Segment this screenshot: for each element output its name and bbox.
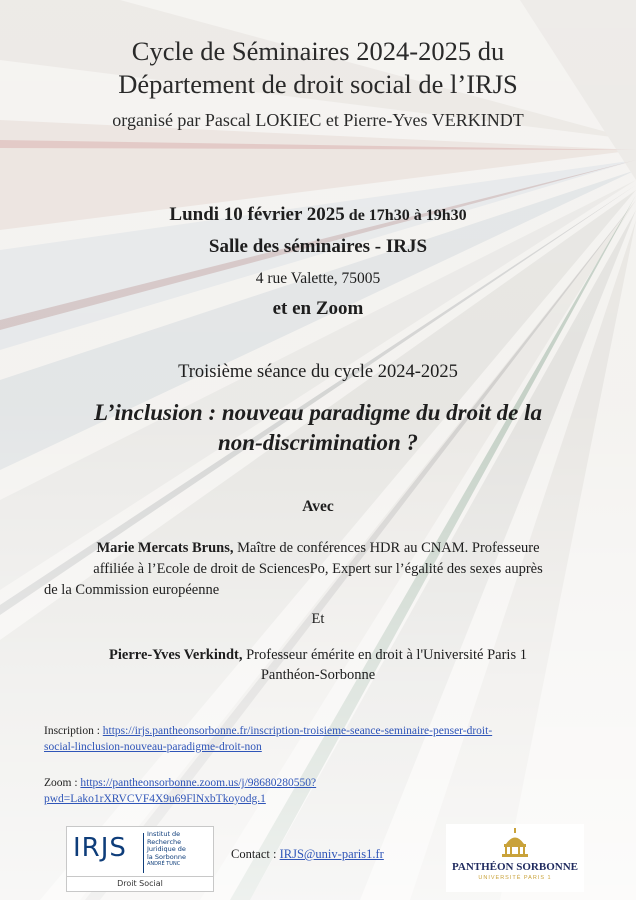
irjs-logo	[66, 826, 214, 892]
zoom-label: Zoom :	[44, 777, 81, 789]
irjs-caption-3: Juridique de	[147, 845, 186, 854]
pantheon-dome-icon	[495, 828, 535, 858]
event-venue: Salle des séminaires - IRJS	[208, 236, 428, 257]
contact-label: Contact :	[231, 847, 280, 861]
zoom-link-cont[interactable]: pwd=Lako1rXRVCVF4X9u69FlNxbTkoyodg.1	[44, 793, 266, 805]
event-date: Lundi 10 février 2025	[169, 204, 345, 225]
irjs-logo-divider	[143, 833, 144, 873]
inscription-line	[44, 723, 604, 755]
contact-email-link[interactable]: IRJS@univ-paris1.fr	[279, 847, 384, 861]
zoom-link[interactable]: https://pantheonsorbonne.zoom.us/j/98680280550?	[80, 777, 317, 789]
with-heading: Avec	[302, 498, 334, 515]
irjs-caption-1: Institut de	[147, 830, 181, 838]
pantheon-sorbonne-name: PANTHÉON SORBONNE	[451, 861, 578, 873]
irjs-logo-letters: IRJS	[73, 833, 127, 863]
irjs-caption-4: la Sorbonne	[147, 852, 186, 861]
and-separator: Et	[311, 611, 325, 627]
speaker-2-desc-1: Professeur émérite en droit à l'Université Paris 1	[242, 647, 527, 663]
event-datetime	[0, 204, 636, 226]
inscription-label: Inscription :	[44, 725, 103, 737]
inscription-link-cont[interactable]: social-linclusion-nouveau-paradigme-droit-non	[44, 741, 262, 753]
speaker-2-line-1	[0, 647, 636, 664]
pantheon-sorbonne-logo	[446, 824, 584, 892]
speaker-2-line-2: Panthéon-Sorbonne	[260, 667, 376, 683]
pantheon-sorbonne-sub: UNIVERSITÉ PARIS 1	[478, 875, 552, 881]
organizers: organisé par Pascal LOKIEC et Pierre-Yves VERKINDT	[112, 110, 524, 130]
irjs-logo-footer: Droit Social	[67, 876, 213, 891]
zoom-line	[44, 775, 604, 807]
title-line-1: Cycle de Séminaires 2024-2025 du	[131, 36, 505, 66]
session-label: Troisième séance du cycle 2024-2025	[178, 362, 458, 382]
session-topic-line-2: non-discrimination ?	[217, 430, 419, 455]
title-line-2: Département de droit social de l’IRJS	[118, 69, 518, 99]
speaker-2-name: Pierre-Yves Verkindt,	[109, 647, 243, 663]
speaker-1-desc-1: Maître de conférences HDR au CNAM. Professeure	[233, 540, 540, 556]
irjs-caption-2: Recherche	[147, 837, 182, 846]
speaker-1-line-3: de la Commission européenne	[44, 582, 220, 598]
speaker-1-line-1	[0, 540, 636, 557]
speaker-1-line-2: affiliée à l’Ecole de droit de SciencesPo, Expert sur l’égalité des sexes auprès	[93, 561, 543, 577]
irjs-logo-caption	[147, 831, 186, 869]
inscription-link[interactable]: https://irjs.pantheonsorbonne.fr/inscription-troisieme-seance-seminaire-penser-droit-	[102, 725, 493, 737]
irjs-caption-5: ANDRÉ TUNC	[147, 861, 181, 868]
event-address: 4 rue Valette, 75005	[255, 270, 381, 287]
event-time: de 17h30 à 19h30	[344, 207, 467, 224]
contact-line	[231, 846, 384, 862]
speaker-1-name: Marie Mercats Bruns,	[96, 540, 234, 556]
session-topic-line-1: L’inclusion : nouveau paradigme du droit de la	[94, 400, 542, 425]
event-zoom-note: et en Zoom	[272, 298, 364, 319]
